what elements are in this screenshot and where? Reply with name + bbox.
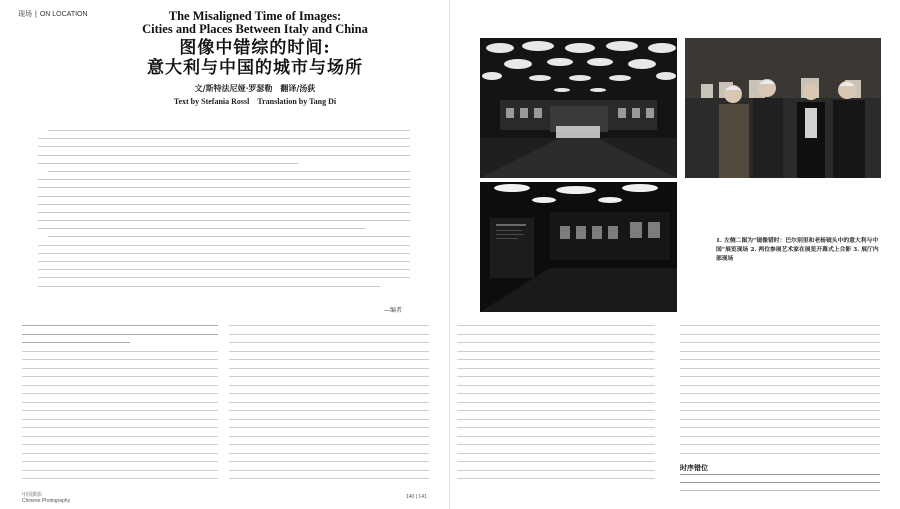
english-title <box>140 10 370 36</box>
english-title-line2: Cities and Places Between Italy and China <box>142 22 368 36</box>
intro-paragraph <box>38 130 410 300</box>
footer-magazine-cn: 中国摄影 <box>22 492 43 498</box>
section-label-cn: 现场 <box>18 11 32 18</box>
editor-credit: —编者 <box>384 307 403 314</box>
chinese-title-line1: 图像中错综的时间: <box>179 38 331 58</box>
section-header <box>18 9 88 19</box>
body-column-4 <box>680 325 880 460</box>
photo-caption: 1. 左侧二图为“镜像错时：巴尔别里和老杨镜头中的意大利与中国”展览现场 2. 两位参展艺术家在展览开幕式上合影 3. 展厅内部现场 <box>716 238 879 262</box>
exhibition-hall-photo <box>480 38 677 178</box>
gallery-interior-photo <box>480 182 677 312</box>
english-title-line1: The Misaligned Time of Images: <box>168 9 342 23</box>
body-column-3 <box>457 325 655 485</box>
page-spine <box>449 0 450 509</box>
gallery-interior-image <box>480 182 677 312</box>
footer-magazine-en: Chinese Photography <box>22 498 71 504</box>
section-label-en: ON LOCATION <box>39 11 88 18</box>
page-numbers: 140 | 141 <box>406 494 427 500</box>
artists-group-photo <box>685 38 881 178</box>
chinese-credit: 文/斯特法尼娅·罗瑟勒 翻译/汤荻 <box>194 83 316 93</box>
english-credit: Text by Stefania Rossl Translation by Tang Di <box>173 97 337 106</box>
chinese-title-line2: 意大利与中国的城市与场所 <box>147 58 363 78</box>
section-separator: | <box>35 11 37 18</box>
exhibition-hall-image <box>480 38 677 178</box>
section-subheading: 时序错位 <box>680 463 708 472</box>
subsection-body <box>680 474 880 498</box>
artists-group-image <box>685 38 881 178</box>
body-column-1 <box>22 325 218 485</box>
body-column-2 <box>229 325 429 485</box>
footer-magazine <box>22 492 70 504</box>
chinese-title <box>96 38 414 78</box>
